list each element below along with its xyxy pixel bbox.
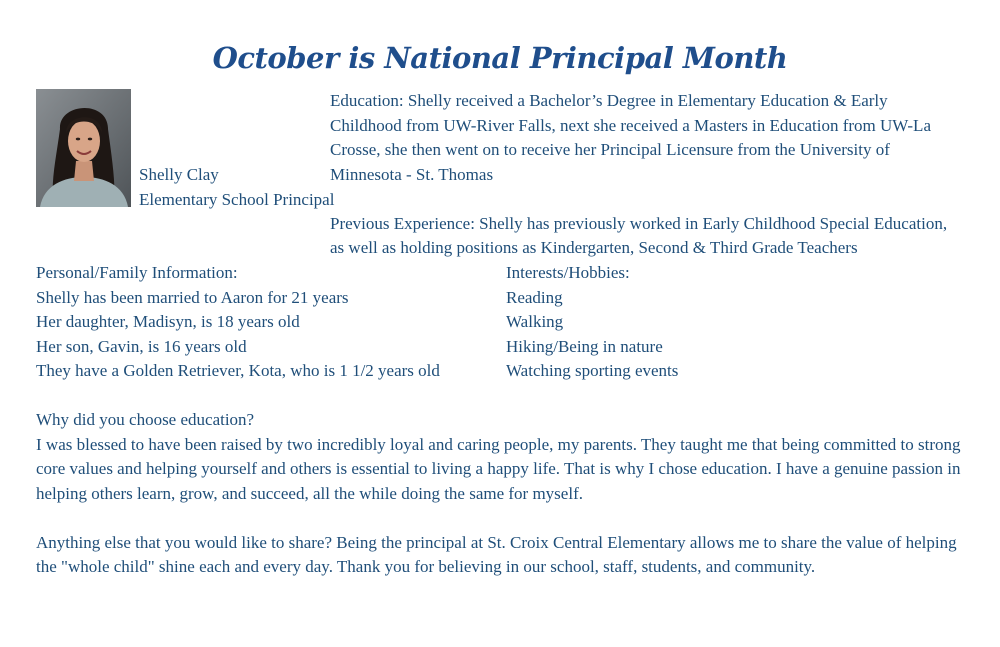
anything-else-text: Anything else that you would like to share? Being the principal at St. Croix Central Elementary allows me to share the value of helping the "whole child" shine each and every day. Thank you for believing in our school, staff, students, and community. — [36, 532, 957, 576]
why-education-answer: I was blessed to have been raised by two incredibly loyal and caring people, my parents. They taught me that being committed to strong core values and helping yourself and others is essential to living a happy life. That is why I chose education. I have a genuine passion in helping others learn, grow, and succeed, all the while doing the same for myself. — [36, 434, 961, 503]
experience-text: Previous Experience: Shelly has previously worked in Early Childhood Special Education, as well as holding positions as Kindergarten, Second & Third Grade Teachers — [330, 213, 948, 257]
background-section — [330, 89, 960, 261]
list-item: Watching sporting events — [506, 361, 679, 380]
list-item: Her daughter, Madisyn, is 18 years old — [36, 312, 300, 331]
principal-photo — [36, 89, 131, 207]
interests-section — [506, 261, 956, 384]
principal-name-block — [139, 163, 335, 212]
why-education-block — [36, 408, 964, 506]
list-item: Her son, Gavin, is 16 years old — [36, 336, 247, 356]
qa-section — [36, 408, 964, 580]
list-item: They have a Golden Retriever, Kota, who is 1 1/2 years old — [36, 361, 440, 380]
why-education-question: Why did you choose education? — [36, 410, 255, 429]
principal-name: Shelly Clay — [139, 165, 219, 184]
list-item: Walking — [506, 312, 564, 331]
personal-info-section — [36, 261, 486, 384]
interests-heading: Interests/Hobbies: — [506, 263, 630, 282]
personal-heading: Personal/Family Information: — [36, 263, 238, 282]
education-text: Education: Shelly received a Bachelor’s Degree in Elementary Education & Early Childhood from UW-River Falls, next she received a Masters in Education from UW-La Crosse, she then went on to receive her Principal Licensure from the University of Minnesota - St. Thomas — [330, 91, 931, 184]
list-item: Reading — [506, 287, 563, 307]
list-item: Shelly has been married to Aaron for 21 years — [36, 287, 349, 307]
principal-role: Elementary School Principal — [139, 189, 335, 209]
page-title: October is National Principal Month — [212, 41, 788, 75]
list-item: Hiking/Being in nature — [506, 336, 663, 356]
